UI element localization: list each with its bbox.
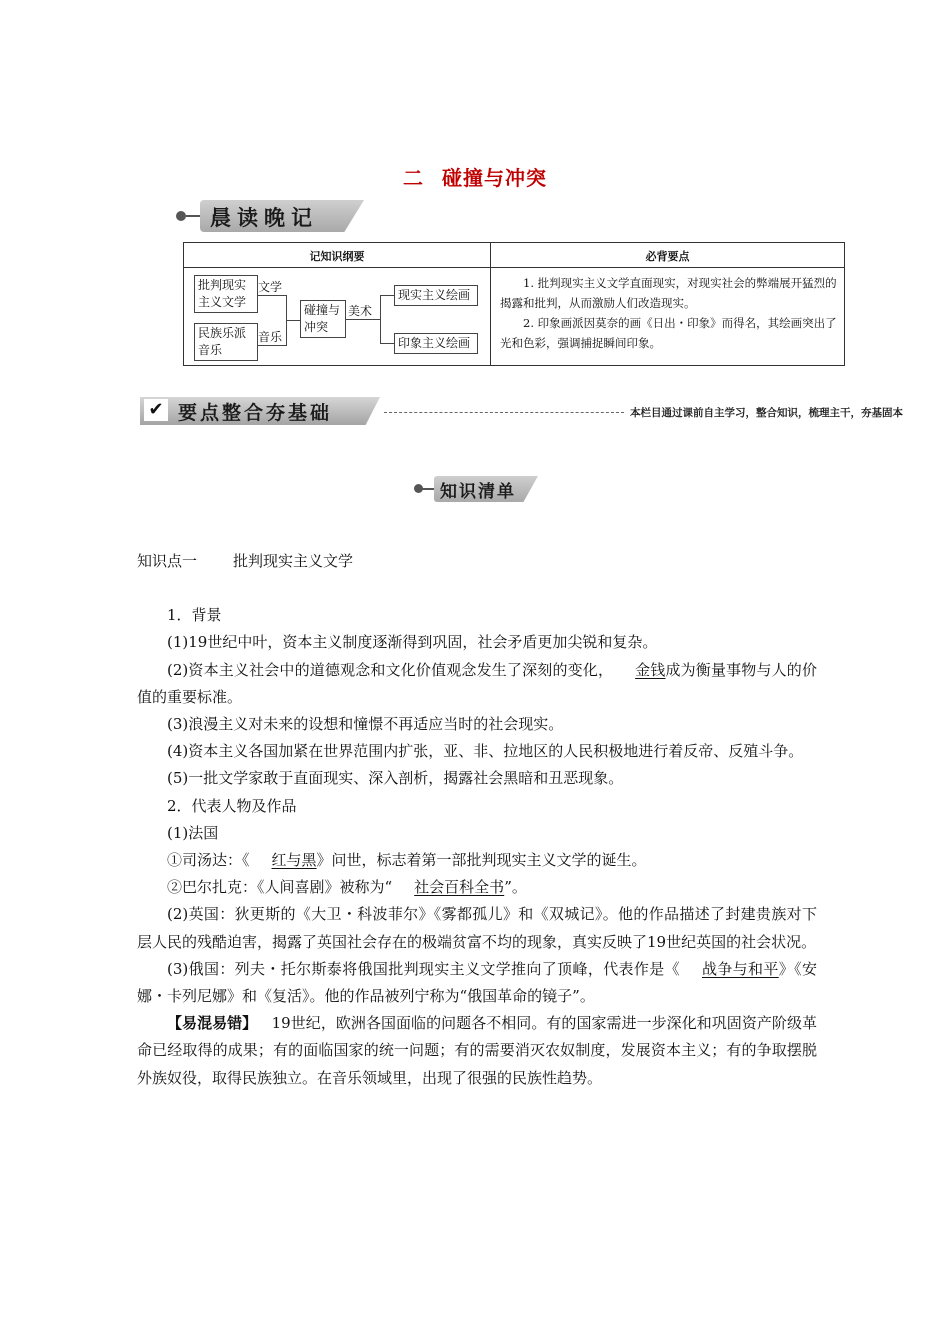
knowledge-point-heading xyxy=(137,548,817,575)
background-item-2 xyxy=(137,657,817,711)
mindmap-node-national-music: 民族乐派音乐 xyxy=(194,323,258,361)
page-title xyxy=(0,162,950,191)
mindmap-connector xyxy=(380,295,381,343)
row-divider xyxy=(184,267,844,268)
text-segment: 》问世，标志着第一部批判现实主义文学的诞生。 xyxy=(316,851,647,870)
mindmap-connector xyxy=(380,343,394,344)
text-segment: 》《安娜・卡列尼娜》和《复活》。他的作品被列宁称为“俄国革命的镜子”。 xyxy=(137,959,817,1006)
mindmap-connector xyxy=(380,295,394,296)
banner-knowledge-list xyxy=(414,474,544,504)
banner-key-points xyxy=(140,396,903,426)
mindmap-label-literature: 文学 xyxy=(258,280,283,294)
fill-blank-answer: 社会百科全书 xyxy=(414,878,505,897)
background-item-3: (3)浪漫主义对未来的设想和憧憬不再适应当时的社会现实。 xyxy=(167,715,564,734)
background-item-5: (5)一批文学家敢于直面现实、深入剖析，揭露社会黑暗和丑恶现象。 xyxy=(167,769,624,788)
title-number: 二 xyxy=(403,166,424,190)
banner-dashed-line xyxy=(384,412,624,413)
title-text: 碰撞与冲突 xyxy=(442,166,547,190)
summary-right-header: 必背要点 xyxy=(645,250,690,263)
fill-blank-answer: 金钱 xyxy=(635,660,666,679)
text-segment: ”。 xyxy=(504,878,527,897)
summary-left-header: 记知识纲要 xyxy=(309,250,365,263)
banner-note: 本栏目通过课前自主学习，整合知识，梳理主干，夯基固本 xyxy=(630,407,903,419)
kp-label: 知识点一 xyxy=(137,552,198,570)
france-item-1 xyxy=(137,847,817,874)
key-point-2: 2. 印象画派因莫奈的画《日出・印象》而得名，其绘画突出了光和色彩，强调捕捉瞬间印象。 xyxy=(500,316,837,350)
banner-label: 知识清单 xyxy=(440,482,516,502)
england-item: (2)英国：狄更斯的《大卫・科波菲尔》《雾都孤儿》和《双城记》。他的作品描述了封建贵族对下层人民的残酷迫害，揭露了英国社会存在的极端贫富不均的现象，真实反映了19世纪英国的社会状况。 xyxy=(137,905,817,951)
key-point-1: 1. 批判现实主义文学直面现实，对现实社会的弊端展开猛烈的揭露和批判，从而激励人们改造现实。 xyxy=(500,276,837,310)
summary-table xyxy=(183,242,845,366)
text-segment: ②巴尔扎克：《人间喜剧》被称为“ xyxy=(167,878,393,897)
mindmap-connector xyxy=(346,319,380,320)
background-item-4: (4)资本主义各国加紧在世界范围内扩张，亚、非、拉地区的人民积极地进行着反帝、反殖斗争。 xyxy=(167,742,804,761)
tip-label: 【易混易错】 xyxy=(167,1014,258,1033)
key-points xyxy=(500,273,838,353)
banner-label: 晨读晚记 xyxy=(210,206,318,230)
fill-blank-answer: 战争与和平 xyxy=(701,959,779,978)
representatives-heading: 2．代表人物及作品 xyxy=(167,796,297,815)
mindmap-connector xyxy=(286,320,300,321)
tip-text: 19世纪，欧洲各国面临的问题各不相同。有的国家需进一步深化和巩固资产阶级革命已经取得的成果；有的面临国家的统一问题；有的需要消灭农奴制度，发展资本主义；有的争取摆脱外族奴役，取得民族独立。在音乐领域里，出现了很强的民族性趋势。 xyxy=(137,1014,817,1087)
mindmap-node-critical-realism: 批判现实主义文学 xyxy=(194,275,258,313)
russia-item xyxy=(137,956,817,1010)
mindmap-connector xyxy=(258,345,286,346)
text-segment: (2)资本主义社会中的道德观念和文化价值观念发生了深刻的变化， xyxy=(167,660,614,679)
mindmap-node-clash: 碰撞与冲突 xyxy=(300,300,346,338)
banner-morning-reading xyxy=(176,198,376,234)
text-segment: 成为衡量事物与人的价值的重要标准。 xyxy=(137,660,817,706)
france-heading: (1)法国 xyxy=(167,823,219,842)
mindmap-label-music: 音乐 xyxy=(258,330,283,344)
background-heading: 1．背景 xyxy=(167,606,222,625)
confusion-tip xyxy=(137,1010,817,1092)
france-item-2 xyxy=(137,874,817,901)
kp-title: 批判现实主义文学 xyxy=(233,552,354,570)
mindmap-label-art: 美术 xyxy=(348,304,373,318)
banner-dot xyxy=(176,211,186,221)
text-segment: ①司汤达：《 xyxy=(167,851,250,870)
mindmap-connector xyxy=(258,295,286,296)
mindmap-node-impressionist-painting: 印象主义绘画 xyxy=(394,333,478,354)
main-content xyxy=(137,548,817,1092)
fill-blank-answer: 红与黑 xyxy=(271,851,317,870)
check-icon: ✔ xyxy=(144,399,168,421)
text-segment: (3)俄国：列夫・托尔斯泰将俄国批判现实主义文学推向了顶峰，代表作是《 xyxy=(167,959,680,978)
background-item-1: (1)19世纪中叶，资本主义制度逐渐得到巩固，社会矛盾更加尖锐和复杂。 xyxy=(167,633,658,652)
banner-title: 要点整合夯基础 xyxy=(178,402,333,424)
mindmap-node-realist-painting: 现实主义绘画 xyxy=(394,285,478,306)
